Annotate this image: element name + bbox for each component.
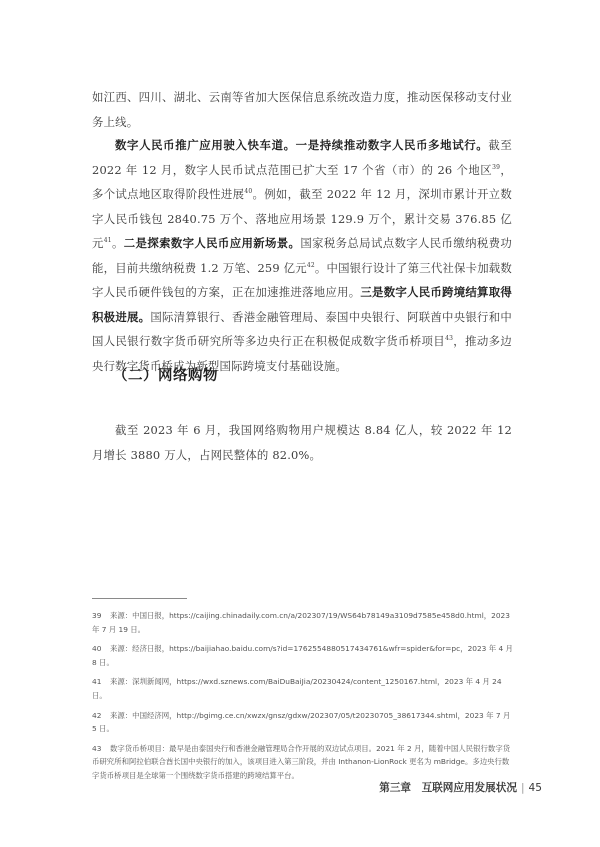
chapter-title: 第三章 互联网应用发展状况	[379, 782, 517, 794]
text-segment: 截至 2022 年 12 月，数字人民币试点范围已扩大至 17 个省（市）的 26 个地区	[92, 138, 512, 177]
footnote-text: 来源：深圳新闻网，https://wxd.sznews.com/BaiDuBaiJia/20230424/content_1250167.html，2023 年 4 月 24 日。	[92, 677, 502, 700]
text-segment: 。例如，截至 2022 年 12 月，深圳市累计开立数字人民币钱包 2840.75 万个、落地应用场景 129.9 万个，累计交易 376.85 亿元	[92, 187, 512, 250]
footnote-41	[92, 675, 514, 702]
footnote-number: 41	[92, 677, 102, 687]
footnote-divider	[92, 598, 187, 599]
footnote-43	[92, 742, 514, 783]
page-footer	[379, 780, 542, 795]
footnote-text: 来源：中国经济网，http://bgimg.ce.cn/xwzx/gnsz/gdxw/202307/05/t20230705_38617344.shtml，2023 年 7 月 5 日。	[92, 710, 511, 734]
text-segment: 。	[111, 236, 124, 250]
footnote-text: 来源：中国日报，https://caijing.chinadaily.com.cn/a/202307/19/WS64b78149a3109d7585e458d0.html，2023 年 7 月 19 日。	[92, 611, 510, 634]
bold-point-two: 二是探索数字人民币应用新场景。	[123, 236, 301, 250]
section-heading: （二）网络购物	[113, 368, 218, 384]
footnote-number: 42	[92, 710, 102, 720]
footnote-text: 数字货币桥项目：最早是由泰国央行和香港金融管理局合作开展的双边试点项目。2021 年 2 月，随着中国人民银行数字货币研究所和阿拉伯联合酋长国中央银行的加入，该项目进入第三阶段，并由 Inthanon-LionRock 更名为 mBridge。多边央行数字货币桥项目是全球第一个围绕数字货币搭建的跨境结算平台。	[92, 743, 511, 780]
bold-lead-sentence: 数字人民币推广应用驶入快车道。	[115, 138, 296, 152]
footnotes	[92, 609, 514, 789]
text-segment: 国家税务总局试点数字人民币缴纳税费功能，目前共缴纳税费 1.2 万笔、259 亿元	[92, 236, 512, 275]
footnote-number: 39	[92, 611, 102, 620]
text-segment: 。中国银行设计了第三代社保卡加载数字人民币硬件钱包的方案，正在加速推进落地应用。	[92, 260, 512, 299]
footnote-ref-41: 41	[103, 237, 112, 245]
footnote-ref-43: 43	[445, 335, 454, 343]
paragraph-medical-insurance: 如江西、四川、湖北、云南等省加大医保信息系统改造力度，推动医保移动支付业务上线。	[92, 90, 512, 129]
text-segment: ，多个试点地区取得阶段性进展	[92, 162, 512, 201]
paragraph-digital-rmb	[92, 133, 512, 378]
footnote-ref-40: 40	[244, 188, 253, 196]
footnote-40	[92, 642, 514, 669]
bold-point-three: 三是数字人民币跨境结算取得积极进展。	[92, 285, 512, 324]
footnote-39	[92, 609, 514, 636]
footnote-text: 来源：经济日报，https://baijiahao.baidu.com/s?id=1762554880517434761&wfr=spider&for=pc，2023 年 4 月 8 日。	[92, 644, 513, 667]
text-segment: 国际清算银行、香港金融管理局、泰国中央银行、阿联酋中央银行和中国人民银行数字货币研究所等多边央行正在积极促成数字货币桥项目	[92, 309, 512, 348]
footer-separator: |	[520, 782, 525, 794]
footnote-ref-39: 39	[492, 163, 501, 171]
footnote-number: 40	[92, 644, 102, 654]
footnote-42	[92, 709, 514, 736]
footnote-ref-42: 42	[306, 261, 315, 269]
bold-point-one: 一是持续推动数字人民币多地试行。	[295, 138, 489, 152]
text-segment: ，推动多边央行数字货币桥成为新型国际跨境支付基础设施。	[92, 334, 512, 373]
paragraph-online-shopping: 截至 2023 年 6 月，我国网络购物用户规模达 8.84 亿人，较 2022 年 12 月增长 3880 万人，占网民整体的 82.0%。	[92, 423, 512, 462]
page-number: 45	[528, 782, 542, 794]
footnote-number: 43	[92, 743, 102, 753]
